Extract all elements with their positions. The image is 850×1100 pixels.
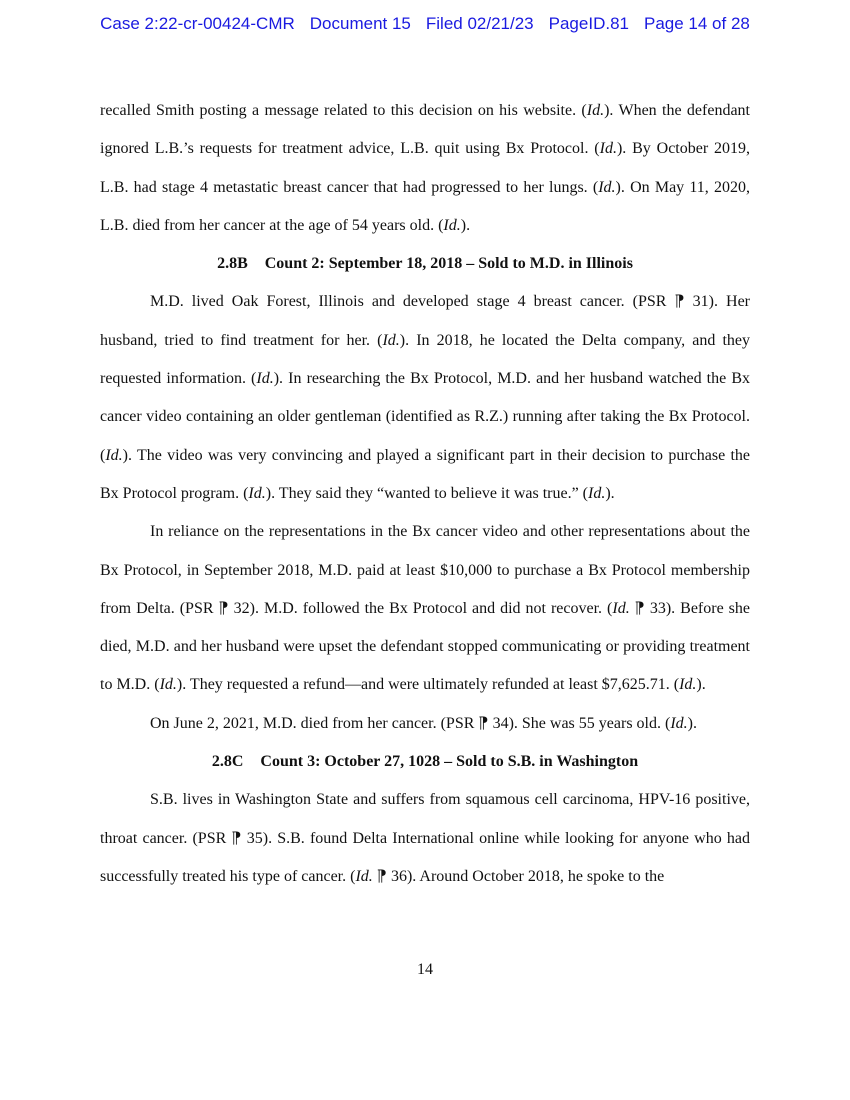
page-id: PageID.81: [548, 14, 629, 33]
page-number: 14: [417, 961, 433, 978]
paragraph: M.D. lived Oak Forest, Illinois and developed stage 4 breast cancer. (PSR ⁋ 31). Her husband, tried to find treatment for her. (Id.). In 2018, he located the Delta company, and they requested information. (Id.). In researching the Bx Protocol, M.D. and her husband watched the Bx cancer video containing an older gentleman (identified as R.Z.) running after taking the Bx Protocol. (Id.). The video was very convincing and played a significant part in their decision to purchase the Bx Protocol program. (Id.). They said they “wanted to believe it was true.” (Id.).: [100, 293, 751, 502]
document-body: [100, 92, 750, 896]
section-heading-2-8c: [100, 743, 750, 781]
page-count: Page 14 of 28: [643, 14, 750, 33]
section-number: 2.8C: [211, 753, 244, 771]
section-title: Count 3: October 27, 1028 – Sold to S.B. in Washington: [260, 753, 639, 771]
case-header: [0, 14, 850, 34]
section-heading-2-8b: [100, 245, 750, 283]
section-title: Count 2: September 18, 2018 – Sold to M.D. in Illinois: [264, 255, 633, 273]
paragraph: On June 2, 2021, M.D. died from her cancer. (PSR ⁋ 34). She was 55 years old. (Id.).: [150, 714, 697, 732]
paragraph: In reliance on the representations in the Bx cancer video and other representations about the Bx Protocol, in September 2018, M.D. paid at least $10,000 to purchase a Bx Protocol membership from Delta. (PSR ⁋ 32). M.D. followed the Bx Protocol and did not recover. (Id. ⁋ 33). Before she died, M.D. and her husband were upset the defendant stopped communicating or providing treatment to M.D. (Id.). They requested a refund—and were ultimately refunded at least $7,625.71. (Id.).: [100, 523, 750, 694]
filed-date: Filed 02/21/23: [425, 14, 534, 33]
section-number: 2.8B: [217, 255, 248, 273]
document-number: Document 15: [309, 14, 411, 33]
paragraph: S.B. lives in Washington State and suffers from squamous cell carcinoma, HPV-16 positive, throat cancer. (PSR ⁋ 35). S.B. found Delta International online while looking for anyone who had successfully treated his type of cancer. (Id. ⁋ 36). Around October 2018, he spoke to the: [100, 791, 750, 885]
case-number: Case 2:22-cr-00424-CMR: [100, 14, 295, 33]
paragraph-continuation: recalled Smith posting a message related to this decision on his website. (Id.). When the defendant ignored L.B.’s requests for treatment advice, L.B. quit using Bx Protocol. (Id.). By October 2019, L.B. had stage 4 metastatic breast cancer that had progressed to her lungs. (Id.). On May 11, 2020, L.B. died from her cancer at the age of 54 years old. (Id.).: [100, 102, 751, 234]
